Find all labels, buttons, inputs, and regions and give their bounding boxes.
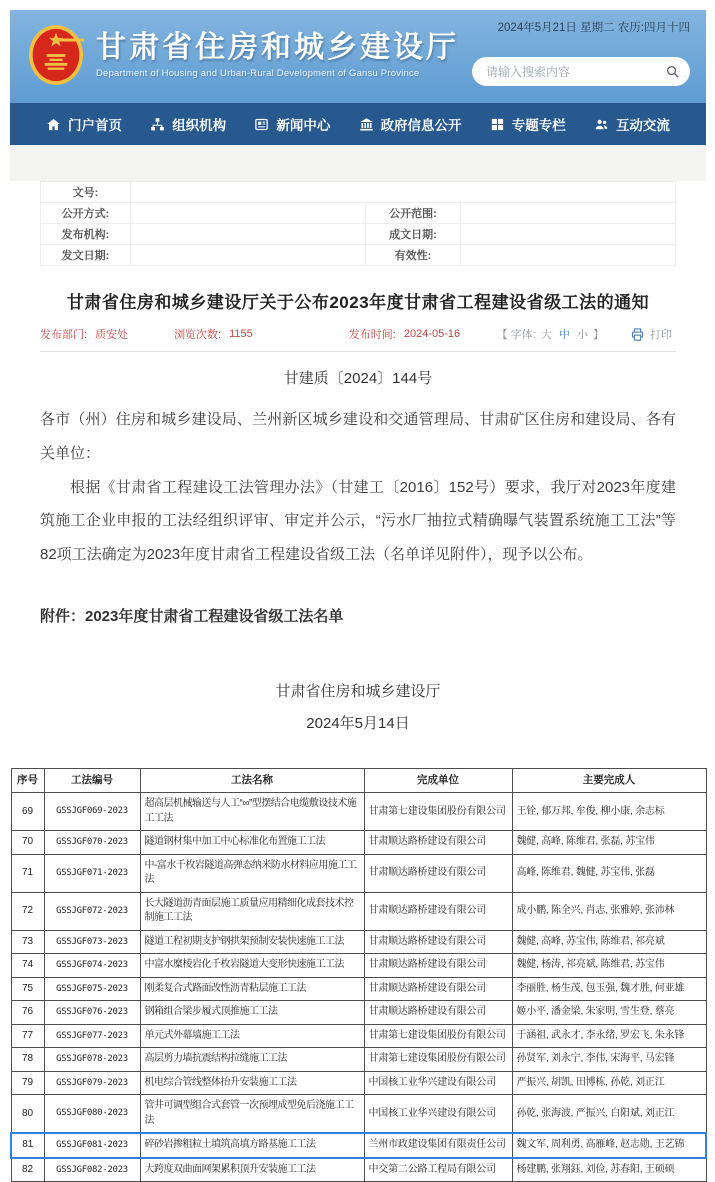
national-emblem-logo xyxy=(28,23,84,87)
cell-unit: 兰州市政建设集团有限责任公司 xyxy=(364,1133,512,1158)
publish-dept-value: 质安处 xyxy=(95,329,129,341)
cell-people: 姬小平, 潘金梁, 朱家明, 雪生登, 蔡亮 xyxy=(512,1001,706,1025)
site-title: 甘肃省住房和城乡建设厅 xyxy=(96,30,459,64)
works-column-header: 序号 xyxy=(11,769,44,793)
cell-code: GSSJGF072-2023 xyxy=(44,892,140,930)
cell-no: 71 xyxy=(11,854,44,892)
cell-no: 74 xyxy=(11,954,44,978)
nav-item-1[interactable] xyxy=(150,114,226,134)
grid-icon xyxy=(490,117,505,132)
cell-unit: 甘肃顺达路桥建设有限公司 xyxy=(364,977,512,1001)
cell-people: 孙乾, 张海波, 严振兴, 白阳斌, 刘正江 xyxy=(512,1095,706,1134)
works-table xyxy=(10,768,707,1182)
brand xyxy=(28,23,459,87)
table-row xyxy=(11,892,706,930)
cell-people: 高峰, 陈维君, 魏健, 苏宝伟, 张磊 xyxy=(512,854,706,892)
cell-people: 严振兴, 胡凯, 田博栋, 孙乾, 刘正江 xyxy=(512,1071,706,1095)
table-row xyxy=(11,1071,706,1095)
cell-people: 魏文军, 周利勇, 高雁峰, 赵志勋, 王艺锦 xyxy=(512,1133,706,1158)
views-count: 1155 xyxy=(229,328,253,340)
print-button[interactable] xyxy=(630,326,672,342)
doc-meta-row xyxy=(41,182,676,203)
signature-block xyxy=(40,676,676,741)
nav-item-label: 互动交流 xyxy=(615,118,670,133)
cell-code: GSSJGF078-2023 xyxy=(44,1048,140,1072)
cell-name: 高层剪力墙抗震结构拉缝施工工法 xyxy=(140,1048,364,1072)
doc-meta-label: 文号: xyxy=(41,182,131,203)
cell-no: 73 xyxy=(11,930,44,954)
print-label: 打印 xyxy=(650,329,672,341)
table-row xyxy=(11,793,706,831)
cell-people: 杨建鹏, 张翔鈺, 刘俭, 苏春阳, 王硕硕 xyxy=(512,1158,706,1182)
cell-name: 刚柔复合式路面改性沥青粘层施工工法 xyxy=(140,977,364,1001)
font-size-small-button[interactable]: 小 xyxy=(576,329,588,341)
attachment-line: 附件：2023年度甘肃省工程建设省级工法名单 xyxy=(40,607,344,625)
doc-meta-value xyxy=(461,203,676,224)
cell-people: 孙贤军, 刘永宁, 李伟, 宋海平, 马宏锋 xyxy=(512,1048,706,1072)
doc-meta-value xyxy=(131,245,366,266)
site-header xyxy=(10,10,706,103)
publish-time-value: 2024-05-16 xyxy=(403,328,461,340)
nav-item-2[interactable] xyxy=(254,114,330,134)
publish-meta-row xyxy=(40,326,676,342)
nav-item-4[interactable] xyxy=(490,114,566,134)
nav-item-label: 组织机构 xyxy=(172,118,227,133)
font-size-medium-button[interactable]: 中 xyxy=(558,329,570,341)
table-row xyxy=(11,1001,706,1025)
doc-meta-value xyxy=(131,182,676,203)
doc-meta-row xyxy=(41,245,676,266)
works-table-header-row xyxy=(11,769,706,793)
cell-name: 超高层机械输送与人工“∞”型摆结合电缆敷设技术施工工法 xyxy=(140,793,364,831)
font-widget-suffix: 】 xyxy=(593,329,604,341)
doc-meta-value xyxy=(131,224,366,245)
people-icon xyxy=(594,117,609,132)
brand-text xyxy=(96,31,459,80)
cell-name: 机电综合管线整体抬升安装施工工法 xyxy=(140,1071,364,1095)
cell-code: GSSJGF075-2023 xyxy=(44,977,140,1001)
cell-code: GSSJGF069-2023 xyxy=(44,793,140,831)
cell-code: GSSJGF073-2023 xyxy=(44,930,140,954)
cell-unit: 甘肃顺达路桥建设有限公司 xyxy=(364,1001,512,1025)
table-row xyxy=(11,854,706,892)
nav-item-label: 政府信息公开 xyxy=(380,118,462,133)
nav-item-3[interactable] xyxy=(359,114,462,134)
doc-meta-value xyxy=(461,245,676,266)
cell-no: 79 xyxy=(11,1071,44,1095)
works-column-header: 工法名称 xyxy=(140,769,364,793)
works-column-header: 主要完成人 xyxy=(512,769,706,793)
doc-meta-table xyxy=(40,181,676,266)
cell-no: 77 xyxy=(11,1024,44,1048)
cell-people: 李丽胜, 杨生茂, 包玉强, 魏才胜, 何亚雄 xyxy=(512,977,706,1001)
doc-number: 甘建质〔2024〕144号 xyxy=(283,370,433,387)
table-row xyxy=(11,954,706,978)
divider xyxy=(40,351,676,352)
date-line: 2024年5月21日 星期二 农历:四月十四 xyxy=(497,22,690,34)
views-label: 浏览次数: xyxy=(174,329,222,341)
cell-code: GSSJGF076-2023 xyxy=(44,1001,140,1025)
font-size-large-button[interactable]: 大 xyxy=(540,329,552,341)
table-row xyxy=(11,1024,706,1048)
doc-meta-value xyxy=(461,224,676,245)
table-row-highlighted xyxy=(11,1133,706,1158)
cell-unit: 中国核工业华兴建设有限公司 xyxy=(364,1095,512,1134)
table-row xyxy=(11,831,706,855)
cell-no: 70 xyxy=(11,831,44,855)
cell-code: GSSJGF081-2023 xyxy=(44,1133,140,1158)
cell-no: 80 xyxy=(11,1095,44,1134)
doc-meta-label: 发文日期: xyxy=(41,245,131,266)
cell-name: 隧道钢材集中加工中心标准化布置施工工法 xyxy=(140,831,364,855)
nav-item-label: 专题专栏 xyxy=(511,118,566,133)
table-row xyxy=(11,1048,706,1072)
doc-meta-label: 发布机构: xyxy=(41,224,131,245)
cell-code: GSSJGF082-2023 xyxy=(44,1158,140,1182)
cell-people: 成小鹏, 陈全兴, 肖志, 张雅婷, 张沛林 xyxy=(512,892,706,930)
cell-name: 长大隧道沥青面层施工质量应用精细化成套技术控制施工工法 xyxy=(140,892,364,930)
cell-unit: 中国核工业华兴建设有限公司 xyxy=(364,1071,512,1095)
cell-name: 钢箱组合梁步履式顶推施工工法 xyxy=(140,1001,364,1025)
cell-no: 75 xyxy=(11,977,44,1001)
sign-date: 2024年5月14日 xyxy=(306,715,410,732)
page xyxy=(10,10,706,1182)
article-paragraph-2: 根据《甘肃省工程建设工法管理办法》（甘建工〔2016〕152号）要求，我厅对2023年度建筑施工企业申报的工法经组织评审、审定并公示，“污水厂抽拉式精确曝气装置系统施工工法”等82项工法确定为2023年度甘肃省工程建设省级工法（名单详见附件），现予以公布。 xyxy=(40,478,676,563)
header-content-gap xyxy=(10,145,706,181)
cell-no: 81 xyxy=(11,1133,44,1158)
cell-name: 中富水糜棱岩化千枚岩隧道大变形快速施工工法 xyxy=(140,954,364,978)
cell-unit: 甘肃顺达路桥建设有限公司 xyxy=(364,831,512,855)
table-row xyxy=(11,1158,706,1182)
cell-code: GSSJGF074-2023 xyxy=(44,954,140,978)
publish-time-label: 发布时间: xyxy=(348,329,396,341)
doc-meta-label: 公开方式: xyxy=(41,203,131,224)
article-paragraph-1: 各市（州）住房和城乡建设局、兰州新区城乡建设和交通管理局、甘肃矿区住房和建设局、各有关单位： xyxy=(40,411,676,462)
nav-item-0[interactable] xyxy=(46,114,122,134)
cell-people: 魏健, 高峰, 苏宝伟, 陈维君, 祁亮斌 xyxy=(512,930,706,954)
site-subtitle-en: Department of Housing and Urban-Rural Development of Gansu Province xyxy=(96,68,420,80)
search-icon[interactable] xyxy=(665,64,680,79)
printer-icon xyxy=(630,327,645,342)
nav-item-5[interactable] xyxy=(594,114,670,134)
table-row xyxy=(11,930,706,954)
cell-name: 碎砂岩掺粗粒土填筑高填方路基施工工法 xyxy=(140,1133,364,1158)
cell-unit: 甘肃顺达路桥建设有限公司 xyxy=(364,854,512,892)
home-icon xyxy=(46,117,61,132)
doc-meta-row xyxy=(41,224,676,245)
cell-no: 78 xyxy=(11,1048,44,1072)
cell-code: GSSJGF070-2023 xyxy=(44,831,140,855)
search-box[interactable] xyxy=(472,57,690,86)
doc-meta-row xyxy=(41,203,676,224)
cell-code: GSSJGF071-2023 xyxy=(44,854,140,892)
cell-name: 管井可调型组合式套管一次预埋成型免后浇施工工法 xyxy=(140,1095,364,1134)
cell-people: 王铨, 郁万邦, 牟俊, 柳小康, 余志标 xyxy=(512,793,706,831)
nav-item-label: 门户首页 xyxy=(68,118,122,133)
cell-unit: 甘肃第七建设集团股份有限公司 xyxy=(364,1024,512,1048)
article-title: 甘肃省住房和城乡建设厅关于公布2023年度甘肃省工程建设省级工法的通知 xyxy=(66,293,650,312)
nav-item-label: 新闻中心 xyxy=(276,118,331,133)
cell-unit: 甘肃顺达路桥建设有限公司 xyxy=(364,930,512,954)
cell-people: 魏健, 高峰, 陈维君, 张磊, 苏宝伟 xyxy=(512,831,706,855)
article xyxy=(40,288,676,740)
main-nav xyxy=(10,103,706,145)
cell-no: 76 xyxy=(11,1001,44,1025)
cell-name: 单元式外幕墙施工工法 xyxy=(140,1024,364,1048)
doc-meta-value xyxy=(131,203,366,224)
works-column-header: 工法编号 xyxy=(44,769,140,793)
gov-icon xyxy=(359,117,374,132)
cell-no: 69 xyxy=(11,793,44,831)
search-input[interactable] xyxy=(486,65,665,79)
doc-meta-label: 公开范围: xyxy=(366,203,461,224)
cell-code: GSSJGF077-2023 xyxy=(44,1024,140,1048)
works-column-header: 完成单位 xyxy=(364,769,512,793)
doc-meta-label: 有效性: xyxy=(366,245,461,266)
cell-name: 隧道工程初期支护钢拱架预制安装快速施工工法 xyxy=(140,930,364,954)
cell-unit: 甘肃第七建设集团股份有限公司 xyxy=(364,1048,512,1072)
cell-no: 72 xyxy=(11,892,44,930)
font-widget-prefix: 【 字体: xyxy=(496,329,536,341)
sitemap-icon xyxy=(150,117,165,132)
cell-name: 大跨度双曲面网架累积顶升安装施工工法 xyxy=(140,1158,364,1182)
cell-unit: 甘肃顺达路桥建设有限公司 xyxy=(364,954,512,978)
cell-unit: 中交第二公路工程局有限公司 xyxy=(364,1158,512,1182)
cell-no: 82 xyxy=(11,1158,44,1182)
doc-meta-label: 成文日期: xyxy=(366,224,461,245)
signer: 甘肃省住房和城乡建设厅 xyxy=(275,682,441,700)
cell-name: 中-富水千枚岩隧道高弹态纳米防水材料应用施工工法 xyxy=(140,854,364,892)
cell-people: 魏健, 杨涛, 祁亮斌, 陈维君, 苏宝伟 xyxy=(512,954,706,978)
table-row xyxy=(11,1095,706,1134)
news-icon xyxy=(254,117,269,132)
article-body xyxy=(40,403,676,572)
cell-code: GSSJGF080-2023 xyxy=(44,1095,140,1134)
cell-code: GSSJGF079-2023 xyxy=(44,1071,140,1095)
font-size-widget xyxy=(497,326,604,342)
cell-unit: 甘肃顺达路桥建设有限公司 xyxy=(364,892,512,930)
table-row xyxy=(11,977,706,1001)
publish-dept-label: 发布部门: xyxy=(40,329,88,341)
cell-people: 于涵祖, 武永才, 李永绪, 罗宏飞, 朱永锋 xyxy=(512,1024,706,1048)
cell-unit: 甘肃第七建设集团股份有限公司 xyxy=(364,793,512,831)
